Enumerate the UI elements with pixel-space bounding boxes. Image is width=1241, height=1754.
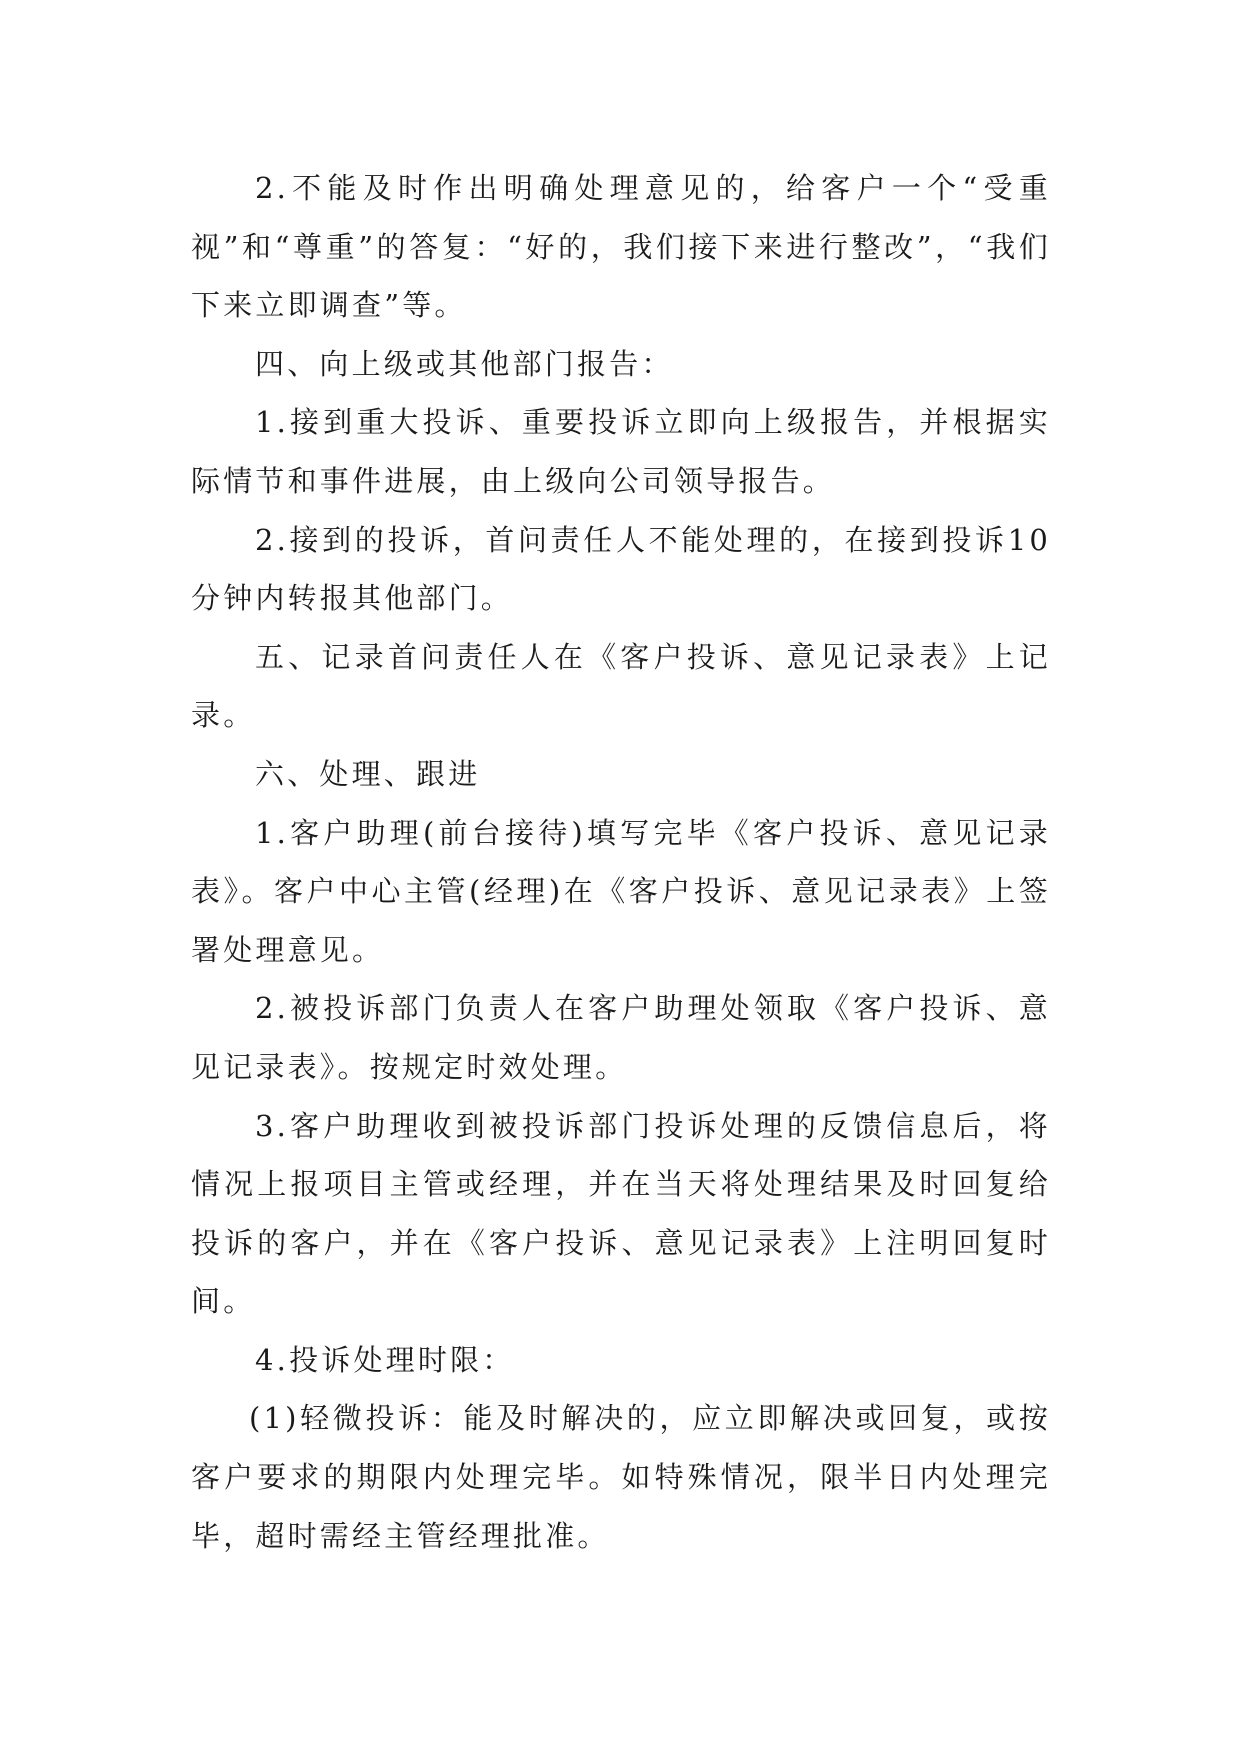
document-body <box>191 159 1051 1565</box>
heading-record: 五、记录首问责任人在《客户投诉、意见记录表》上记录。 <box>191 639 1051 733</box>
paragraph-department-collect-form: 2.被投诉部门负责人在客户助理处领取《客户投诉、意见记录表》。按规定时效处理。 <box>191 991 1051 1084</box>
paragraph-feedback-reply: 3.客户助理收到被投诉部门投诉处理的反馈信息后，将情况上报项目主管或经理，并在当天将处理结果及时回复给投诉的客户，并在《客户投诉、意见记录表》上注明回复时间。 <box>191 1108 1051 1319</box>
paragraph-major-complaint: 1.接到重大投诉、重要投诉立即向上级报告，并根据实际情节和事件进展，由上级向公司领导报告。 <box>191 405 1051 498</box>
heading-time-limit: 4.投诉处理时限： <box>255 1342 515 1377</box>
paragraph-fill-record-form: 1.客户助理(前台接待)填写完毕《客户投诉、意见记录表》。客户中心主管(经理)在《客户投诉、意见记录表》上签署处理意见。 <box>191 815 1051 967</box>
heading-report-to-superior: 四、向上级或其他部门报告： <box>255 346 674 381</box>
paragraph-minor-complaint: (1)轻微投诉：能及时解决的，应立即解决或回复，或按客户要求的期限内处理完毕。如特殊情况，限半日内处理完毕，超时需经主管经理批准。 <box>191 1401 1051 1553</box>
paragraph-timely-reply: 2.不能及时作出明确处理意见的，给客户一个“受重视”和“尊重”的答复：“好的，我们接下来进行整改”，“我们下来立即调查”等。 <box>191 171 1051 323</box>
paragraph-transfer-department: 2.接到的投诉，首问责任人不能处理的，在接到投诉10分钟内转报其他部门。 <box>191 522 1051 616</box>
heading-handle-follow-up: 六、处理、跟进 <box>255 756 481 791</box>
